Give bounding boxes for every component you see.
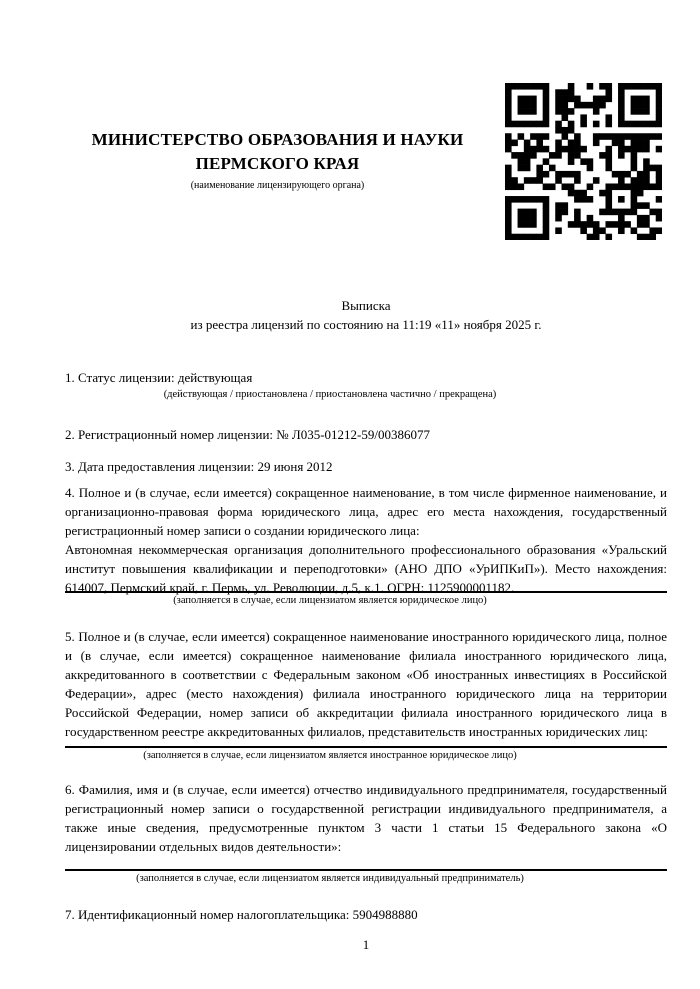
item-foreign-entity	[65, 627, 667, 763]
document-body	[65, 296, 667, 952]
ministry-header	[65, 128, 490, 192]
legal-entity-value: Автономная некоммерческая организация дополнительного профессионального образования «Уральский институт повышения квалификации и переподготовки» (АНО ДПО «УрИПКиП»). Место нахождения: 614007, Пермский край, г. Пермь, ул. Революции, д.5, к.1. ОГРН: 1125900001182.	[65, 542, 667, 595]
document-title	[65, 296, 667, 334]
item-taxpayer-number: 7. Идентификационный номер налогоплательщика: 5904988880	[65, 907, 418, 922]
item-license-status: 1. Статус лицензии: действующая	[65, 370, 253, 385]
qr-code-image	[505, 83, 662, 240]
item-grant-date: 3. Дата предоставления лицензии: 29 июня 2012	[65, 459, 333, 474]
foreign-entity-caption: (заполняется в случае, если лицензиатом является иностранное юридическое лицо)	[143, 750, 517, 761]
individual-fill-line	[65, 869, 667, 871]
foreign-entity-question: 5. Полное и (в случае, если имеется) сокращенное наименование иностранного юридического лица, полное и (в случае, если имеется) сокращенное наименование филиала иностранного юридического лица, аккредитованного в соответствии с Федеральным законом «Об иностранных инвестициях в Российской Федерации», адрес (место нахождения) филиала иностранного юридического лица на территории Российской Федерации, номер записи об аккредитации филиала иностранного юридического лица в государственном реестре аккредитованных филиалов, представительств иностранных юридических лиц:	[65, 629, 667, 739]
item-legal-entity	[65, 483, 667, 608]
individual-caption: (заполняется в случае, если лицензиатом является индивидуальный предприниматель)	[136, 873, 524, 884]
legal-entity-question: 4. Полное и (в случае, если имеется) сокращенное наименование, в том числе фирменное наименование, и организационно-правовая форма юридического лица, адрес его места нахождения, государственный регистрационный номер записи о создании юридического лица:	[65, 485, 667, 538]
ministry-name-line2: ПЕРМСКОГО КРАЯ	[195, 154, 360, 173]
individual-question: 6. Фамилия, имя и (в случае, если имеется) отчество индивидуального предпринимателя, государственный регистрационный номер записи о государственной регистрации индивидуального предпринимателя, а также иные сведения, предусмотренные пунктом 3 части 1 статьи 15 Федерального закона «О лицензировании отдельных видов деятельности»:	[65, 782, 667, 854]
licensing-authority-caption: (наименование лицензирующего органа)	[190, 180, 365, 191]
qr-code-icon	[505, 83, 662, 240]
legal-entity-caption: (заполняется в случае, если лицензиатом является юридическое лицо)	[173, 595, 487, 606]
ministry-name-line1: МИНИСТЕРСТВО ОБРАЗОВАНИЯ И НАУКИ	[91, 130, 464, 149]
page-number: 1	[362, 937, 370, 952]
foreign-entity-fill-line	[65, 746, 667, 748]
document-title-line1: Выписка	[341, 298, 391, 313]
item-registration-number: 2. Регистрационный номер лицензии: № Л035-01212-59/00386077	[65, 427, 431, 442]
item-individual-entrepreneur	[65, 780, 667, 886]
license-status-hint: (действующая / приостановлена / приостановлена частично / прекращена)	[163, 389, 497, 400]
document-title-line2: из реестра лицензий по состоянию на 11:19 «11» ноября 2025 г.	[190, 317, 542, 332]
